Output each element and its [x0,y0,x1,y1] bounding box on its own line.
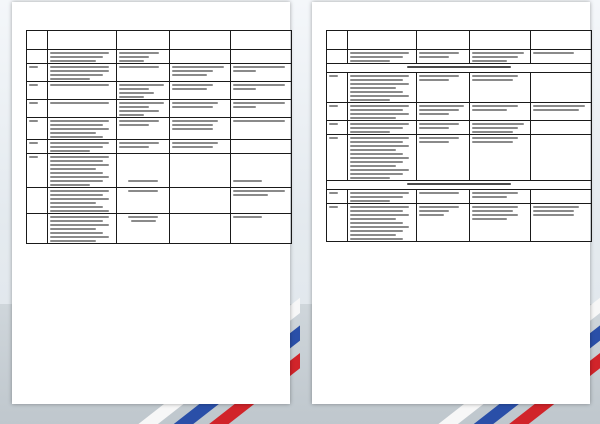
table-row [327,204,592,242]
column-header-responsible [170,31,231,50]
event-plan-table-continued [326,30,592,242]
column-header-date [117,31,170,50]
event-plan-table [26,30,292,244]
table-row [27,64,292,82]
column-header-event [348,31,417,50]
table-row [27,214,292,244]
document-page-right [312,2,590,404]
document-page-left [12,2,290,404]
table-row [327,103,592,121]
table-row [27,82,292,100]
table-row [327,73,592,103]
column-header-responsible [470,31,531,50]
table-row [27,154,292,188]
section-heading-row [327,181,592,190]
table-row [327,121,592,135]
table-row [27,118,292,140]
table-header-row [27,31,292,50]
table-row [27,140,292,154]
column-header-number [27,31,48,50]
column-header-event [48,31,117,50]
table-row [27,188,292,214]
table-row [27,100,292,118]
column-header-number [327,31,348,50]
table-header-row [327,31,592,50]
table-row [327,190,592,204]
table-row [327,135,592,181]
table-row [327,50,592,64]
column-header-note [531,31,592,50]
section-heading-row [327,64,592,73]
table-row [27,50,292,64]
column-header-note [231,31,292,50]
column-header-date [417,31,470,50]
